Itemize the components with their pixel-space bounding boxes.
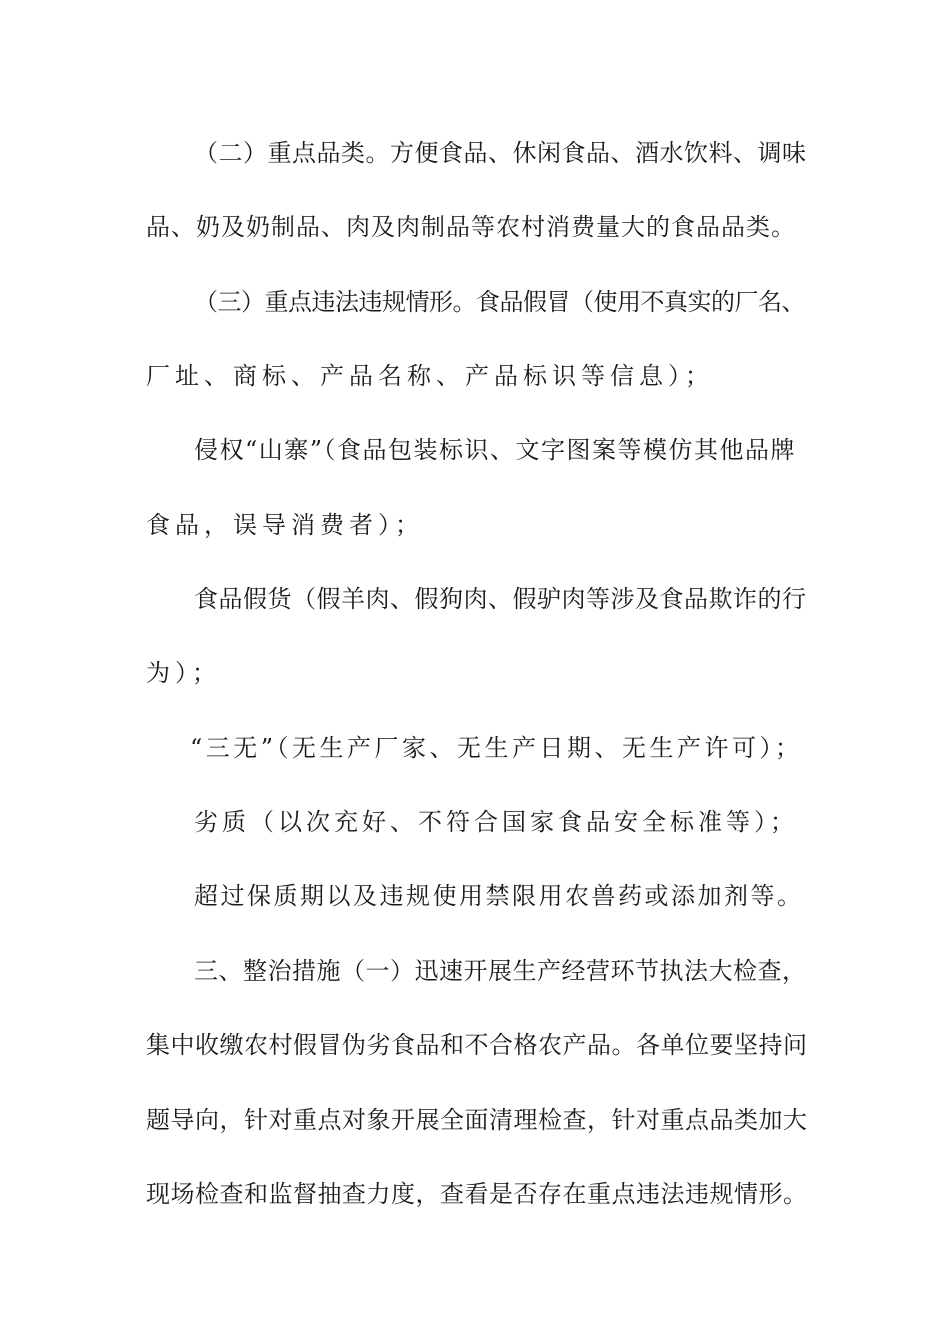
paragraph-line: 劣质（以次充好、不符合国家食品安全标准等）； [194, 808, 798, 836]
paragraph-line: 厂址、商标、产品名称、产品标识等信息）； [146, 362, 714, 390]
paragraph-line: 集中收缴农村假冒伪劣食品和不合格农产品。各单位要坚持问 [146, 1031, 808, 1059]
paragraph-line: 超过保质期以及违规使用禁限用农兽药或添加剂等。 [194, 882, 804, 910]
paragraph-line: 食品，误导消费者）； [146, 511, 424, 539]
paragraph-line: 为）； [146, 659, 221, 687]
paragraph-line: （三）重点违法违规情形。食品假冒（使用不真实的厂名、 [194, 288, 805, 316]
section-heading-line: 三、整治措施（一）迅速开展生产经营环节执法大检查， [194, 957, 807, 985]
paragraph-line: 品、奶及奶制品、肉及肉制品等农村消费量大的食品品类。 [146, 213, 796, 241]
paragraph-line: 现场检查和监督抽查力度，查看是否存在重点违法违规情形。 [146, 1180, 808, 1208]
paragraph-line: “三无”（无生产厂家、无生产日期、无生产许可）； [190, 734, 803, 762]
paragraph-line: 题导向，针对重点对象开展全面清理检查，针对重点品类加大 [146, 1106, 808, 1134]
paragraph-line: 食品假货（假羊肉、假狗肉、假驴肉等涉及食品欺诈的行 [194, 585, 807, 613]
paragraph-line: （二）重点品类。方便食品、休闲食品、酒水饮料、调味 [194, 139, 807, 167]
paragraph-line: 侵权“山寨”（食品包装标识、文字图案等模仿其他品牌 [194, 436, 797, 464]
